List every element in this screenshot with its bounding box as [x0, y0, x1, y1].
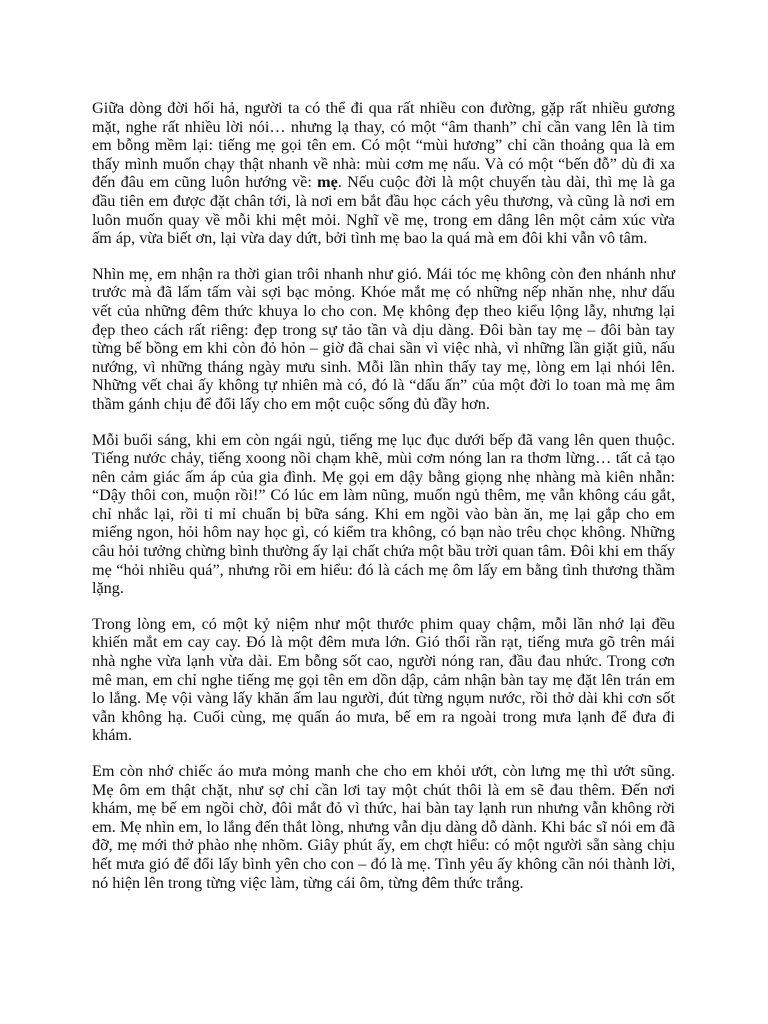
- paragraph-4: Trong lòng em, có một kỷ niệm như một thước phim quay chậm, mỗi lần nhớ lại đều khiến mắt em cay cay. Đó là một đêm mưa lớn. Gió thổi rần rạt, tiếng mưa gõ trên mái nhà nghe vừa lạnh vừa dài. Em bỗng sốt cao, người nóng ran, đầu đau nhức. Trong cơn mê man, em chỉ nghe tiếng mẹ gọi tên em dồn dập, cảm nhận bàn tay mẹ đặt lên trán em lo lắng. Mẹ vội vàng lấy khăn ấm lau người, đút từng ngụm nước, rồi thở dài khi cơn sốt vẫn không hạ. Cuối cùng, mẹ quấn áo mưa, bế em ra ngoài trong mưa lạnh để đưa đi khám.: [92, 614, 675, 745]
- paragraph-1: [92, 99, 675, 248]
- paragraph-1-bold-word: mẹ: [317, 173, 338, 192]
- paragraph-1-text-after: . Nếu cuộc đời là một chuyến tàu dài, thì mẹ là ga đầu tiên em được đặt chân tới, là nơi em bắt đầu học cách yêu thương, và cũng là nơi em luôn muốn quay về mỗi khi mệt mỏi. Nghĩ về mẹ, trong em dâng lên một cảm xúc vừa ấm áp, vừa biết ơn, lại vừa day dứt, bởi tình mẹ bao la quá mà em đôi khi vẫn vô tâm.: [92, 173, 675, 248]
- paragraph-3: Mỗi buổi sáng, khi em còn ngái ngủ, tiếng mẹ lục đục dưới bếp đã vang lên quen thuộc. Tiếng nước chảy, tiếng xoong nồi chạm khẽ, mùi cơm nóng lan ra thơm lừng… tất cả tạo nên cảm giác ấm áp của gia đình. Mẹ gọi em dậy bằng giọng nhẹ nhàng mà kiên nhẫn: “Dậy thôi con, muộn rồi!” Có lúc em làm nũng, muốn ngủ thêm, mẹ vẫn không cáu gắt, chỉ nhắc lại, rồi tỉ mỉ chuẩn bị bữa sáng. Khi em ngồi vào bàn ăn, mẹ lại gắp cho em miếng ngon, hỏi hôm nay học gì, có kiểm tra không, có bạn nào trêu chọc không. Những câu hỏi tưởng chừng bình thường ấy lại chất chứa một bầu trời quan tâm. Đôi khi em thấy mẹ “hỏi nhiều quá”, nhưng rồi em hiểu: đó là cách mẹ ôm lấy em bằng tình thương thầm lặng.: [92, 430, 675, 598]
- document-page: [92, 99, 675, 909]
- paragraph-2: Nhìn mẹ, em nhận ra thời gian trôi nhanh như gió. Mái tóc mẹ không còn đen nhánh như trước mà đã lấm tấm vài sợi bạc mỏng. Khóe mắt mẹ có những nếp nhăn nhẹ, như dấu vết của những đêm thức khuya lo cho con. Mẹ không đẹp theo kiểu lộng lẫy, nhưng lại đẹp theo cách rất riêng: đẹp trong sự tảo tần và dịu dàng. Đôi bàn tay mẹ – đôi bàn tay từng bế bồng em khi còn đỏ hỏn – giờ đã chai sần vì việc nhà, vì những lần giặt giũ, nấu nướng, vì những tháng ngày mưu sinh. Mỗi lần nhìn thấy tay mẹ, lòng em lại nhói lên. Những vết chai ấy không tự nhiên mà có, đó là “dấu ấn” của một đời lo toan mà mẹ âm thầm gánh chịu để đổi lấy cho em một cuộc sống đủ đầy hơn.: [92, 264, 675, 413]
- paragraph-5: Em còn nhớ chiếc áo mưa mỏng manh che cho em khỏi ướt, còn lưng mẹ thì ướt sũng. Mẹ ôm em thật chặt, như sợ chỉ cần lơi tay một chút thôi là em sẽ đau thêm. Đến nơi khám, mẹ bế em ngồi chờ, đôi mắt đỏ vì thức, hai bàn tay lạnh run nhưng vẫn không rời em. Mẹ nhìn em, lo lắng đến thắt lòng, nhưng vẫn dịu dàng dỗ dành. Khi bác sĩ nói em đã đỡ, mẹ mới thở phào nhẹ nhõm. Giây phút ấy, em chợt hiểu: có một người sẵn sàng chịu hết mưa gió để đổi lấy bình yên cho con – đó là mẹ. Tình yêu ấy không cần nói thành lời, nó hiện lên trong từng việc làm, từng cái ôm, từng đêm thức trắng.: [92, 762, 675, 892]
- paragraph-1-text-before: Giữa dòng đời hối hả, người ta có thể đi qua rất nhiều con đường, gặp rất nhiều gương mặt, nghe rất nhiều lời nói… nhưng lạ thay, có một “âm thanh” chỉ cần vang lên là tim em bỗng mềm lại: tiếng mẹ gọi tên em. Có một “mùi hương” chỉ cần thoảng qua là em thấy mình muốn chạy thật nhanh về nhà: mùi cơm mẹ nấu. Và có một “bến đỗ” dù đi xa đến đâu em cũng luôn hướng về:: [92, 99, 675, 192]
